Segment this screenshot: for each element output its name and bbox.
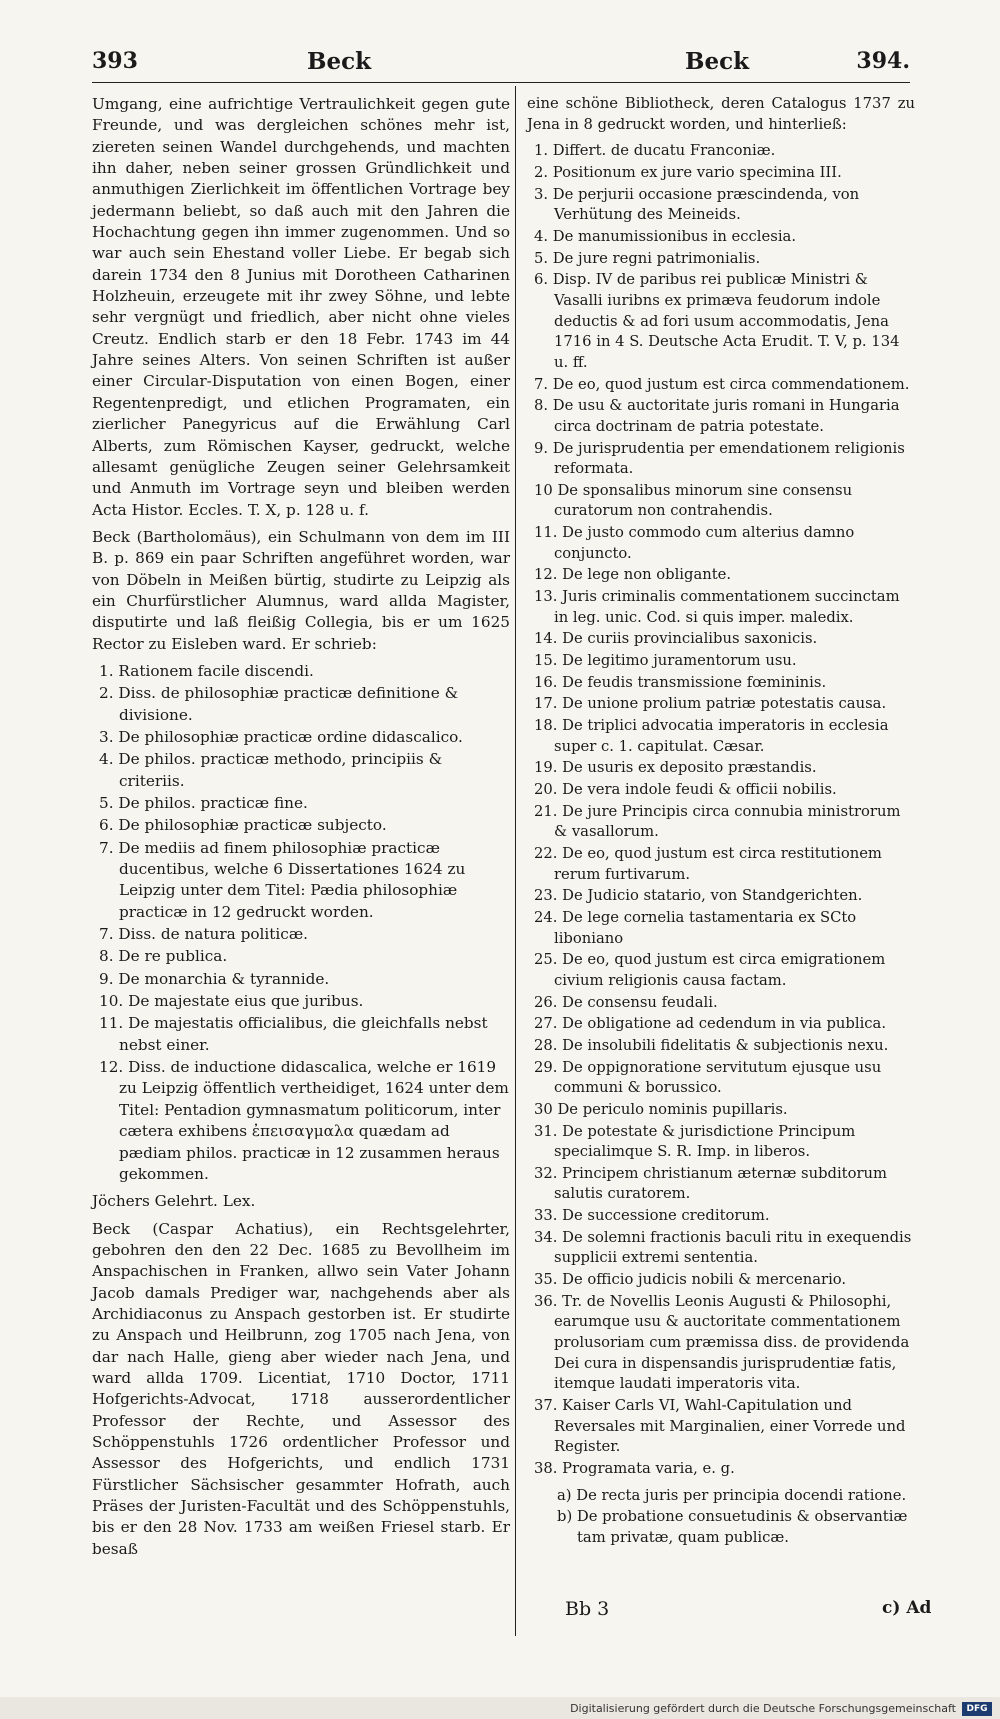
list-item: 16. De feudis transmissione fœmininis. (534, 673, 827, 691)
list-item: 26. De consensu feudali. (534, 993, 718, 1011)
list-item: 7. De mediis ad finem philosophiæ practicæ ducentibus, welche 6 Dissertationes 1624 zu Leipzig unter dem Titel: Pædia philosophiæ practicæ in 12 gedruckt worden. (99, 838, 466, 921)
list-bartholomaeus-works (92, 661, 510, 1185)
list-item: 12. De lege non obligante. (534, 566, 732, 584)
page-header (92, 48, 910, 83)
list-item: 33. De successione creditorum. (534, 1207, 770, 1225)
list-item: 11. De majestatis officialibus, die gleichfalls nebst nebst einer. (99, 1014, 488, 1054)
list-item: 8. De usu & auctoritate juris romani in Hungaria circa doctrinam de patria potestate. (534, 397, 900, 435)
list-item: 17. De unione prolium patriæ potestatis causa. (534, 695, 887, 713)
list-item: 11. De justo commodo cum alterius damno conjuncto. (534, 524, 855, 562)
running-head-left: Beck (307, 48, 372, 75)
list-item: 20. De vera indole feudi & officii nobilis. (534, 781, 837, 798)
list-item: 2. Positionum ex jure vario specimina III. (534, 163, 842, 181)
list-item: 3. De perjurii occasione præscindenda, von Verhütung des Meineids. (534, 185, 860, 224)
paragraph-caspar: Beck (Caspar Achatius), ein Rechtsgelehrter, gebohren den den 22 Dec. 1685 zu Bevollheim im Anspachischen in Franken, allwo sein Vater Johann Jacob damals Prediger war, nachgehends aber als Archidiaconus zu Anspach gestorben ist. Er studirte zu Anspach und Heilbrunn, zog 1705 nach Jena, von dar nach Halle, gieng aber wieder nach Jena, und ward allda 1709. Licentiat, 1710 Doctor, 1711 Hofgerichts-Advocat, 1718 ausserordentlicher Professor der Rechte, und Assessor des Schöppenstuhls 1726 ordentlicher Professor und Assessor des Hofgerichts, und endlich 1731 Fürstlicher Sächsischer gesammter Hofrath, auch Präses der Juristen-Facultät und des Schöppenstuhls, bis er den 28 Nov. 1733 am weißen Friesel starb. Er besaß (92, 1219, 510, 1558)
signature-mark: Bb 3 (565, 1598, 610, 1620)
paragraph-intro: Umgang, eine aufrichtige Vertraulichkeit gegen gute Freunde, und was dergleichen schönes mehr ist, ziereten seinen Wandel durchgehends, und machten ihn daher, neben seiner grossen Gründlichkeit und anmuthigen Zierlichkeit im öffentlichen Vortrage bey jedermann beliebt, so daß auch mit den Jahren die Hochachtung gegen ihn immer zugenommen. Und so war auch sein Ehestand voller Liebe. Er begab sich darein 1734 den 8 Junius mit Dorotheen Catharinen Holzheuin, erzeugete mit ihr zwey Söhne, und lebte sehr vergnügt und friedlich, aber nicht ohne vieles Creutz. Endlich starb er den 18 Febr. 1743 im 44 Jahre seines Alters. Von seinen Schriften ist außer einer Circular-Disputation von einen Bogen, einer Regentenpredigt, und etlichen Programaten, ein zierlicher Panegyricus auf die Erwählung Carl Alberts, zum Römischen Kayser, gedruckt, welche allesamt genügliche Zeugen seiner Gelehrsamkeit und Anmuth im Vortrage seyn und bleiben werden Acta Histor. Eccles. T. X, p. 128 u. f. (92, 95, 510, 519)
list-item: 5. De philos. practicæ fine. (99, 794, 308, 812)
list-item: 14. De curiis provincialibus saxonicis. (534, 630, 818, 648)
list-item: 1. Rationem facile discendi. (99, 661, 314, 680)
list-item: 1. Differt. de ducatu Franconiæ. (534, 142, 776, 160)
list-item: 25. De eo, quod justum est circa emigrationem civium religionis causa factam. (534, 951, 886, 989)
list-item: 5. De jure regni patrimonialis. (534, 249, 761, 267)
source-citation: Jöchers Gelehrt. Lex. (92, 1192, 256, 1211)
list-item: 37. Kaiser Carls VI, Wahl-Capitulation und Reversales mit Marginalien, einer Vorrede und Register. (534, 1397, 906, 1456)
running-head-right: Beck (685, 48, 750, 75)
list-item: 6. Disp. IV de paribus rei publicæ Ministri & Vasalli iuribns ex primæva feudorum indole deductis & ad fori usum accommodatis, Jena 1716 in 4 S. Deutsche Acta Erudit. T. V, p. 134 u. ff. (534, 271, 900, 371)
list-item: 4. De manumissionibus in ecclesia. (534, 227, 797, 245)
list-item: 9. De monarchia & tyrannide. (99, 969, 330, 988)
list-item: 36. Tr. de Novellis Leonis Augusti & Philosophi, earumque usu & auctoritate commentationem prolusoriam cum præmissa diss. de providenda Dei cura in dispensandis jurisprudentiæ fatis, itemque laudati imperatoris vita. (534, 1292, 910, 1393)
list-item: 15. De legitimo juramentorum usu. (534, 652, 797, 670)
page-number-left: 393 (92, 48, 138, 74)
column-divider (515, 86, 516, 1636)
right-column (527, 94, 915, 1555)
list-item: 12. Diss. de inductione didascalica, welche er 1619 zu Leipzig öffentlich vertheidiget, 1624 unter dem Titel: Pentadion gymnasmatum politicorum, inter cætera exhibens ἐπεισαγμαλα quædam ad pædiam philos. practicæ in 12 zusammen heraus gekommen. (99, 1058, 509, 1183)
list-item: 19. De usuris ex deposito præstandis. (534, 759, 817, 777)
digitization-credit: Digitalisierung gefördert durch die Deutsche Forschungsgemeinschaft (570, 1702, 956, 1715)
list-item: 4. De philos. practicæ methodo, principiis & criteriis. (99, 750, 443, 790)
list-item: 2. Diss. de philosophiæ practicæ definitione & divisione. (99, 684, 459, 724)
list-item: 23. De Judicio statario, von Standgerichten. (534, 887, 863, 905)
list-item: 18. De triplici advocatia imperatoris in ecclesia super c. 1. capitulat. Cæsar. (534, 717, 889, 755)
list-item: 13. Juris criminalis commentationem succinctam in leg. unic. Cod. si quis imper. maledix. (534, 588, 900, 626)
paragraph-continuation: eine schöne Bibliotheck, deren Catalogus 1737 zu Jena in 8 gedruckt worden, und hinterließ: (527, 95, 915, 133)
list-item: 32. Principem christianum æternæ subditorum salutis curatorem. (534, 1164, 888, 1203)
list-item: 7. Diss. de natura politicæ. (99, 925, 309, 944)
list-item: 9. De jurisprudentia per emendationem religionis reformata. (534, 439, 905, 478)
list-item: 30 De periculo nominis pupillaris. (534, 1100, 788, 1118)
list-item: 27. De obligatione ad cedendum in via publica. (534, 1015, 887, 1033)
list-item: 10. De majestate eius que juribus. (99, 992, 364, 1011)
left-column (92, 94, 510, 1566)
list-item: 28. De insolubili fidelitatis & subjectionis nexu. (534, 1036, 889, 1054)
paragraph-bartholomaeus: Beck (Bartholomäus), ein Schulmann von dem im III B. p. 869 ein paar Schriften angeführet worden, war von Döbeln in Meißen bürtig, studirte zu Leipzig als ein Churfürstlicher Alumnus, ward allda Magister, disputirte und laß fleißig Collegia, bis er um 1625 Rector zu Eisleben ward. Er schrieb: (92, 527, 510, 653)
catchword: c) Ad (882, 1598, 932, 1618)
list-item: 10 De sponsalibus minorum sine consensu curatorum non contrahendis. (534, 481, 853, 520)
list-item: 7. De eo, quod justum est circa commendationem. (534, 375, 910, 393)
dfg-logo: DFG (962, 1702, 992, 1716)
list-item: 31. De potestate & jurisdictione Principum specialimque S. R. Imp. in liberos. (534, 1122, 856, 1161)
list-item: 6. De philosophiæ practicæ subjecto. (99, 816, 387, 835)
list-item: 22. De eo, quod justum est circa restitutionem rerum furtivarum. (534, 844, 882, 883)
list-item: 8. De re publica. (99, 947, 228, 966)
list-caspar-works (527, 141, 915, 1479)
list-item: 29. De oppignoratione servitutum ejusque usu communi & borussico. (534, 1058, 882, 1097)
list-item: 38. Programata varia, e. g. (534, 1460, 735, 1477)
list-item: 34. De solemni fractionis baculi ritu in exequendis supplicii extremi sententia. (534, 1228, 912, 1267)
page-number-right: 394. (856, 48, 910, 74)
list-item: 35. De officio judicis nobili & mercenario. (534, 1271, 847, 1289)
list-item: 21. De jure Principis circa connubia ministrorum & vasallorum. (534, 802, 901, 841)
list-item: 3. De philosophiæ practicæ ordine didascalico. (99, 727, 463, 746)
list-programata (527, 1486, 915, 1549)
footer-bar (0, 1697, 1000, 1719)
list-subitem: b) De probatione consuetudinis & observantiæ tam privatæ, quam publicæ. (557, 1508, 908, 1546)
list-item: 24. De lege cornelia tastamentaria ex SCto liboniano (534, 908, 857, 947)
list-subitem: a) De recta juris per principia docendi ratione. (557, 1486, 907, 1504)
